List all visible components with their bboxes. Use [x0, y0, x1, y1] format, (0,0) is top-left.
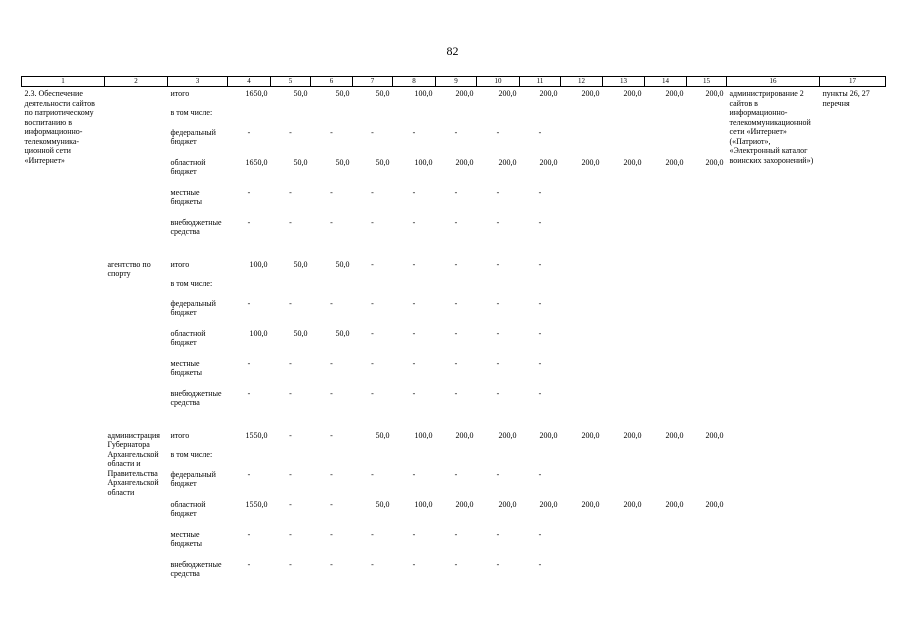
funding-source-cell: в том числе: — [170, 278, 213, 288]
value-cell: - — [412, 187, 416, 197]
value-cell: 200,0 — [705, 499, 724, 509]
value-cell: - — [289, 298, 292, 308]
value-cell: 200,0 — [455, 499, 474, 509]
indicator-cell — [727, 429, 820, 588]
value-cell: - — [289, 127, 292, 137]
value-cell: 50,0 — [335, 157, 350, 167]
value-cell: 50,0 — [293, 259, 308, 269]
value-cell — [311, 106, 353, 126]
value-cell: 200,0 — [623, 89, 642, 98]
value-cell: - — [454, 217, 458, 227]
value-cell: 200,0 — [665, 89, 684, 98]
value-cell: - — [289, 430, 292, 440]
header-col-1: 1 — [22, 77, 105, 87]
header-col-15: 15 — [687, 77, 727, 87]
value-cell: 100,0 — [414, 89, 433, 98]
value-cell: - — [538, 559, 542, 569]
table-header — [22, 77, 886, 87]
value-cell: 1550,0 — [245, 430, 268, 440]
value-cell — [645, 327, 687, 357]
table-body — [22, 87, 886, 588]
value-cell — [603, 357, 645, 387]
value-cell — [645, 387, 687, 417]
value-cell — [603, 558, 645, 588]
value-cell: - — [371, 529, 374, 539]
value-cell: - — [330, 298, 333, 308]
value-cell: - — [371, 217, 374, 227]
value-cell: - — [289, 559, 292, 569]
value-cell — [393, 106, 436, 126]
value-cell: - — [538, 187, 542, 197]
executor-cell: администрация Губернатора Архангельской области и Правительства Архангельской области — [107, 430, 160, 497]
value-cell: - — [330, 469, 333, 479]
group-gap — [22, 246, 886, 258]
value-cell: - — [247, 127, 251, 137]
value-cell — [603, 327, 645, 357]
measure-cell — [22, 258, 105, 417]
value-cell: - — [371, 298, 374, 308]
value-cell — [228, 106, 271, 126]
funding-source-cell: итого — [170, 430, 190, 440]
value-cell — [645, 448, 687, 468]
value-cell — [353, 277, 393, 297]
value-cell — [687, 327, 727, 357]
value-cell: - — [289, 469, 292, 479]
value-cell — [561, 277, 603, 297]
value-cell: - — [454, 127, 458, 137]
value-cell: 100,0 — [414, 499, 433, 509]
value-cell: - — [330, 529, 333, 539]
value-cell: - — [496, 469, 500, 479]
value-cell — [603, 387, 645, 417]
value-cell: 100,0 — [414, 157, 433, 167]
value-cell: 100,0 — [249, 259, 268, 269]
executor-cell: агентство по спорту — [107, 259, 151, 278]
value-cell: - — [496, 259, 500, 269]
indicator-cell: администрирование 2 сайтов в информационно-телекоммуникационной сети «Интернет» («Патриот», «Электронный каталог воинских захоронений») — [729, 89, 814, 165]
header-col-7: 7 — [353, 77, 393, 87]
value-cell — [603, 106, 645, 126]
measure-cell — [22, 429, 105, 588]
value-cell — [271, 106, 311, 126]
value-cell: - — [496, 127, 500, 137]
funding-source-cell: федеральный бюджет — [170, 127, 216, 146]
value-cell: - — [330, 127, 333, 137]
value-cell: - — [330, 559, 333, 569]
header-col-6: 6 — [311, 77, 353, 87]
value-cell: - — [412, 298, 416, 308]
header-col-3: 3 — [168, 77, 228, 87]
value-cell: - — [538, 328, 542, 338]
value-cell: - — [538, 217, 542, 227]
value-cell: - — [330, 187, 333, 197]
value-cell: - — [371, 328, 374, 338]
value-cell: - — [412, 559, 416, 569]
value-cell: - — [247, 217, 251, 227]
value-cell: - — [330, 499, 333, 509]
funding-source-cell: внебюджетные средства — [170, 388, 222, 407]
funding-source-cell: федеральный бюджет — [170, 469, 216, 488]
value-cell: - — [496, 298, 500, 308]
value-cell: 200,0 — [498, 499, 517, 509]
value-cell: - — [330, 388, 333, 398]
value-cell: - — [496, 187, 500, 197]
value-cell: - — [289, 187, 292, 197]
value-cell: - — [412, 529, 416, 539]
value-cell: 50,0 — [375, 430, 390, 440]
value-cell — [603, 277, 645, 297]
value-cell — [477, 106, 520, 126]
value-cell: - — [412, 259, 416, 269]
value-cell: 1650,0 — [245, 157, 268, 167]
value-cell: - — [371, 127, 374, 137]
value-cell: 200,0 — [623, 499, 642, 509]
funding-source-cell: местные бюджеты — [170, 529, 203, 548]
header-col-16: 16 — [727, 77, 820, 87]
points-cell: пункты 26, 27 перечня — [822, 89, 870, 108]
value-cell — [561, 216, 603, 246]
header-col-14: 14 — [645, 77, 687, 87]
value-cell — [271, 448, 311, 468]
value-cell: 200,0 — [498, 430, 517, 440]
measure-cell: 2.3. Обеспечение деятельности сайтов по патриотическому воспитанию в информационно-телекоммуника-ционной сети «Интернет» — [24, 89, 95, 165]
value-cell — [687, 448, 727, 468]
value-cell: 50,0 — [335, 328, 350, 338]
value-cell: - — [538, 298, 542, 308]
value-cell — [311, 448, 353, 468]
value-cell: 1650,0 — [245, 89, 268, 98]
header-col-13: 13 — [603, 77, 645, 87]
funding-source-cell: областной бюджет — [170, 499, 206, 518]
value-cell — [687, 106, 727, 126]
value-cell — [645, 528, 687, 558]
value-cell — [603, 448, 645, 468]
executor-cell — [105, 87, 168, 246]
value-cell: - — [454, 358, 458, 368]
value-cell: 50,0 — [375, 499, 390, 509]
value-cell — [687, 277, 727, 297]
value-cell: - — [371, 358, 374, 368]
value-cell: 200,0 — [539, 157, 558, 167]
value-cell: - — [496, 328, 500, 338]
value-cell — [603, 468, 645, 498]
value-cell: 200,0 — [581, 157, 600, 167]
funding-source-cell: областной бюджет — [170, 328, 206, 347]
value-cell: - — [496, 217, 500, 227]
value-cell: 50,0 — [375, 157, 390, 167]
value-cell: - — [538, 259, 542, 269]
value-cell: 200,0 — [665, 499, 684, 509]
table-row — [22, 87, 886, 106]
header-col-12: 12 — [561, 77, 603, 87]
value-cell — [520, 106, 561, 126]
value-cell — [228, 277, 271, 297]
value-cell: - — [538, 529, 542, 539]
value-cell: - — [454, 328, 458, 338]
indicator-cell — [727, 258, 820, 417]
table-row — [22, 429, 886, 448]
value-cell: 200,0 — [705, 89, 724, 98]
value-cell — [561, 258, 603, 277]
value-cell — [561, 297, 603, 327]
value-cell — [687, 258, 727, 277]
value-cell — [311, 277, 353, 297]
value-cell — [561, 558, 603, 588]
value-cell: - — [454, 187, 458, 197]
value-cell — [561, 387, 603, 417]
value-cell: - — [371, 388, 374, 398]
funding-source-cell: федеральный бюджет — [170, 298, 216, 317]
value-cell — [520, 448, 561, 468]
value-cell: 200,0 — [498, 89, 517, 98]
header-col-11: 11 — [520, 77, 561, 87]
value-cell — [645, 186, 687, 216]
value-cell: 200,0 — [455, 89, 474, 98]
value-cell: 200,0 — [665, 157, 684, 167]
value-cell: - — [289, 388, 292, 398]
value-cell: - — [454, 259, 458, 269]
funding-source-cell: областной бюджет — [170, 157, 206, 176]
value-cell: - — [454, 469, 458, 479]
value-cell — [353, 106, 393, 126]
value-cell — [687, 186, 727, 216]
value-cell — [645, 468, 687, 498]
value-cell: 200,0 — [498, 157, 517, 167]
value-cell: - — [454, 559, 458, 569]
value-cell: 200,0 — [539, 499, 558, 509]
value-cell: 1550,0 — [245, 499, 268, 509]
value-cell: - — [247, 187, 251, 197]
value-cell — [436, 106, 477, 126]
value-cell: - — [412, 127, 416, 137]
value-cell: 50,0 — [293, 89, 308, 98]
value-cell: - — [289, 217, 292, 227]
value-cell: - — [371, 187, 374, 197]
value-cell: - — [412, 469, 416, 479]
funding-source-cell: в том числе: — [170, 107, 213, 117]
value-cell — [561, 528, 603, 558]
value-cell: - — [371, 469, 374, 479]
value-cell — [645, 277, 687, 297]
value-cell — [561, 357, 603, 387]
funding-source-cell: в том числе: — [170, 449, 213, 459]
value-cell — [645, 297, 687, 327]
header-col-4: 4 — [228, 77, 271, 87]
value-cell — [477, 448, 520, 468]
value-cell — [271, 277, 311, 297]
page-number: 82 — [446, 44, 459, 58]
value-cell: 100,0 — [414, 430, 433, 440]
group-gap — [22, 417, 886, 429]
value-cell — [687, 297, 727, 327]
value-cell: 50,0 — [293, 328, 308, 338]
value-cell: - — [496, 529, 500, 539]
value-cell: - — [247, 469, 251, 479]
value-cell — [561, 448, 603, 468]
points-cell — [820, 258, 886, 417]
header-col-17: 17 — [820, 77, 886, 87]
value-cell: - — [247, 358, 251, 368]
value-cell: - — [412, 328, 416, 338]
value-cell: - — [454, 298, 458, 308]
value-cell: - — [371, 559, 374, 569]
value-cell — [561, 106, 603, 126]
value-cell — [561, 468, 603, 498]
value-cell: - — [454, 388, 458, 398]
value-cell — [561, 327, 603, 357]
value-cell: 200,0 — [623, 430, 642, 440]
value-cell: - — [496, 388, 500, 398]
value-cell: 200,0 — [581, 499, 600, 509]
funding-source-cell: местные бюджеты — [170, 187, 203, 206]
value-cell — [353, 448, 393, 468]
value-cell — [645, 216, 687, 246]
header-col-9: 9 — [436, 77, 477, 87]
value-cell — [603, 216, 645, 246]
value-cell: - — [538, 388, 542, 398]
value-cell: - — [412, 358, 416, 368]
funding-source-cell: внебюджетные средства — [170, 217, 222, 236]
value-cell — [603, 126, 645, 156]
funding-source-cell: итого — [170, 259, 190, 269]
value-cell: - — [538, 469, 542, 479]
value-cell — [687, 216, 727, 246]
points-cell — [820, 429, 886, 588]
value-cell: 200,0 — [665, 430, 684, 440]
header-col-5: 5 — [271, 77, 311, 87]
header-col-10: 10 — [477, 77, 520, 87]
value-cell — [393, 448, 436, 468]
value-cell: 50,0 — [293, 157, 308, 167]
value-cell — [645, 106, 687, 126]
value-cell: 200,0 — [539, 430, 558, 440]
value-cell: - — [289, 358, 292, 368]
value-cell: - — [412, 217, 416, 227]
value-cell — [561, 126, 603, 156]
value-cell: 50,0 — [335, 259, 350, 269]
value-cell — [603, 297, 645, 327]
value-cell: - — [412, 388, 416, 398]
value-cell — [645, 558, 687, 588]
value-cell — [228, 448, 271, 468]
value-cell: - — [247, 388, 251, 398]
value-cell: 200,0 — [705, 157, 724, 167]
value-cell — [520, 277, 561, 297]
value-cell — [561, 186, 603, 216]
header-row — [22, 77, 886, 87]
funding-source-cell: итого — [170, 89, 190, 98]
value-cell — [393, 277, 436, 297]
value-cell: - — [538, 358, 542, 368]
value-cell: 200,0 — [455, 430, 474, 440]
value-cell: 200,0 — [581, 89, 600, 98]
value-cell: - — [538, 127, 542, 137]
value-cell — [687, 558, 727, 588]
value-cell — [603, 186, 645, 216]
value-cell — [687, 528, 727, 558]
value-cell — [477, 277, 520, 297]
value-cell: - — [247, 559, 251, 569]
table-row — [22, 258, 886, 277]
value-cell — [645, 126, 687, 156]
value-cell: - — [371, 259, 374, 269]
value-cell: - — [454, 529, 458, 539]
value-cell — [687, 126, 727, 156]
value-cell: 200,0 — [581, 430, 600, 440]
value-cell — [436, 448, 477, 468]
value-cell — [645, 258, 687, 277]
value-cell: 50,0 — [375, 89, 390, 98]
value-cell — [603, 528, 645, 558]
value-cell: - — [330, 358, 333, 368]
value-cell — [645, 357, 687, 387]
value-cell: - — [496, 559, 500, 569]
value-cell: - — [496, 358, 500, 368]
value-cell: - — [330, 217, 333, 227]
value-cell — [687, 387, 727, 417]
value-cell: - — [289, 499, 292, 509]
value-cell — [603, 258, 645, 277]
budget-table — [21, 76, 886, 588]
value-cell: - — [247, 529, 251, 539]
value-cell: - — [330, 430, 333, 440]
header-col-2: 2 — [105, 77, 168, 87]
value-cell: 200,0 — [705, 430, 724, 440]
funding-source-cell: местные бюджеты — [170, 358, 203, 377]
value-cell: 200,0 — [539, 89, 558, 98]
header-col-8: 8 — [393, 77, 436, 87]
funding-source-cell: внебюджетные средства — [170, 559, 222, 578]
value-cell: 200,0 — [455, 157, 474, 167]
value-cell: 100,0 — [249, 328, 268, 338]
value-cell: - — [247, 298, 251, 308]
value-cell — [687, 468, 727, 498]
value-cell: 200,0 — [623, 157, 642, 167]
value-cell: - — [289, 529, 292, 539]
value-cell — [687, 357, 727, 387]
value-cell: 50,0 — [335, 89, 350, 98]
value-cell — [436, 277, 477, 297]
